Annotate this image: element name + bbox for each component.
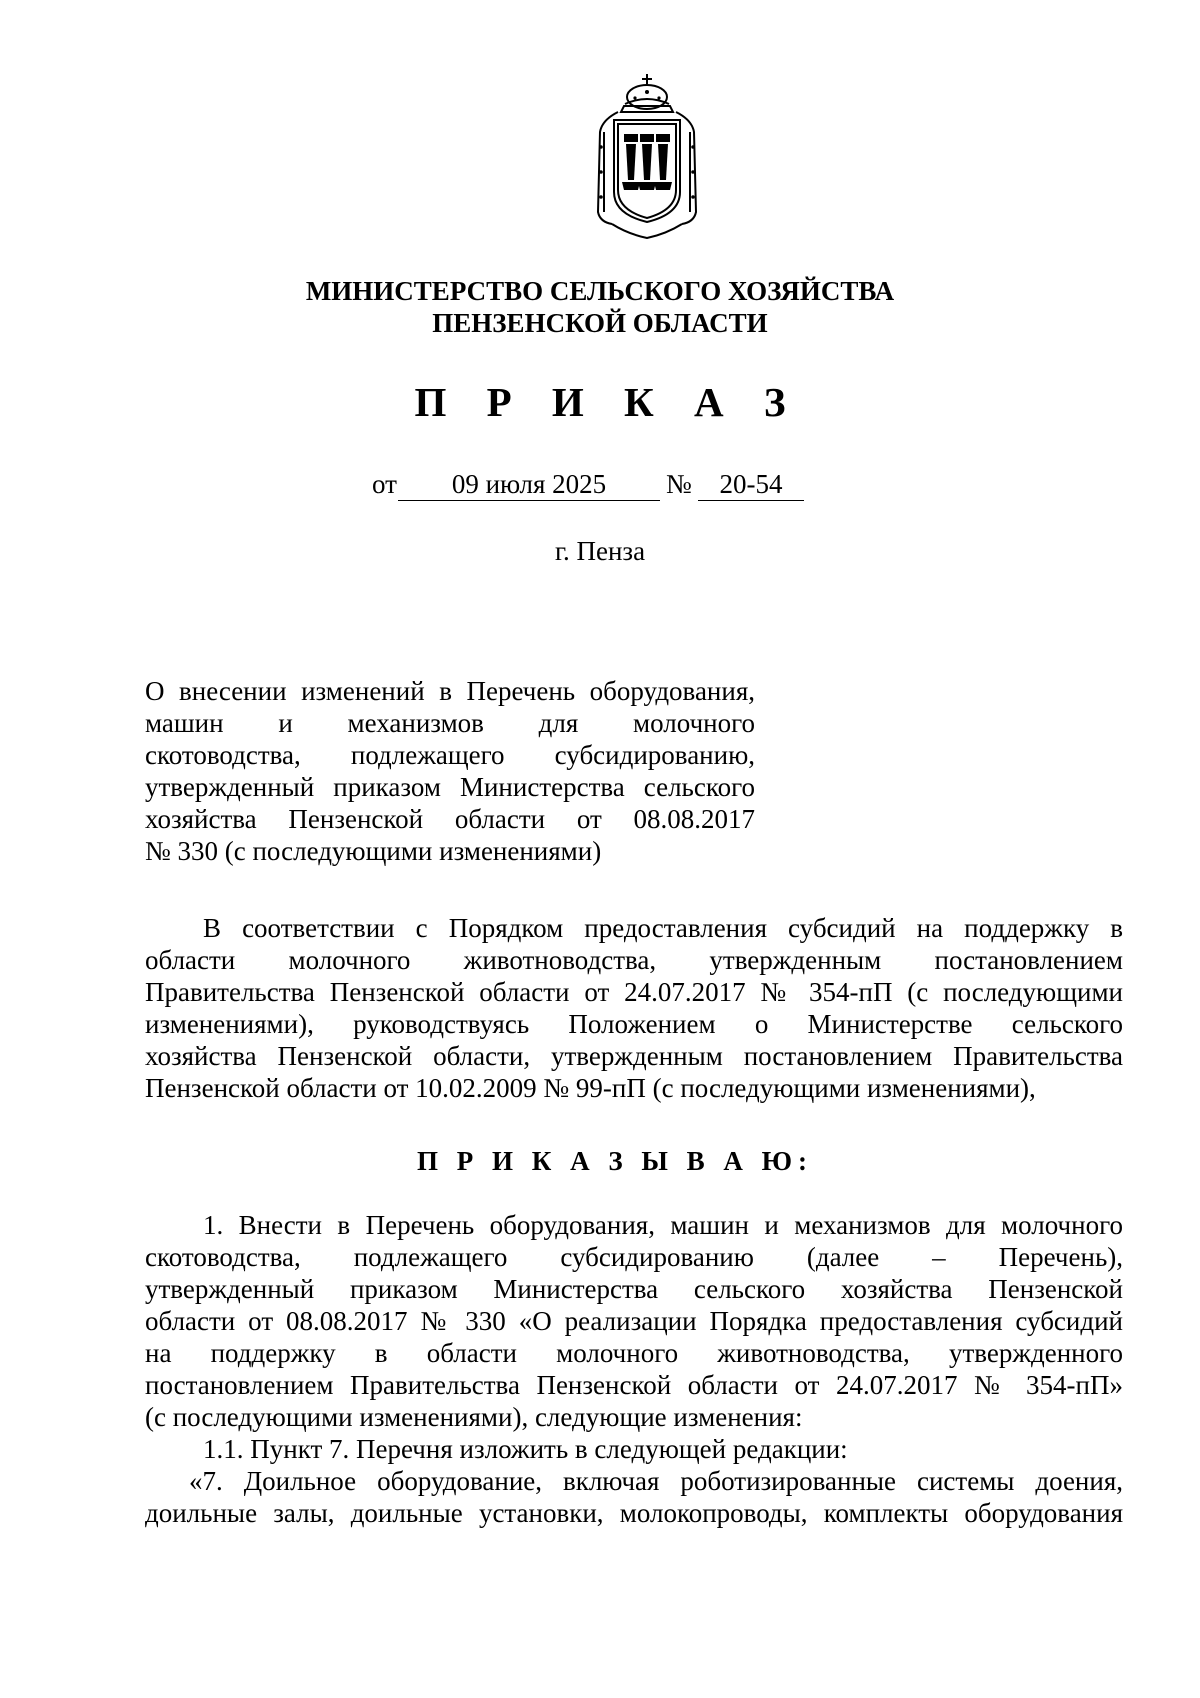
city: г. Пенза [554,536,646,566]
text-line: доильные залы, доильные установки, молокопроводы, комплекты оборудования [145,1498,1123,1528]
text-line: постановлением Правительства Пензенской области от 24.07.2017 № 354-пП» [145,1370,1123,1400]
text-line: области от 08.08.2017 № 330 «О реализации Порядка предоставления субсидий [145,1306,1123,1336]
text-line: В соответствии с Порядком предоставления субсидий на поддержку в [203,913,1123,943]
ministry-name-line2: ПЕНЗЕНСКОЙ ОБЛАСТИ [432,308,768,338]
subject-line: О внесении изменений в Перечень оборудования, [145,676,755,706]
text-line: (с последующими изменениями), следующие изменения: [145,1402,803,1432]
text-line: 1.1. Пункт 7. Перечня изложить в следующей редакции: [203,1434,848,1464]
text-line: изменениями), руководствуясь Положением о Министерстве сельского [145,1009,1123,1039]
text-line: области молочного животноводства, утвержденным постановлением [145,945,1123,975]
text-line: Правительства Пензенской области от 24.07.2017 № 354-пП (с последующими [145,977,1123,1007]
date-prefix: от [372,469,397,499]
text-line: «7. Доильное оборудование, включая роботизированные системы доения, [189,1466,1123,1496]
text-line: скотоводства, подлежащего субсидированию (далее – Перечень), [145,1242,1123,1272]
coat-of-arms-icon [588,72,706,242]
clauses-section [145,1209,1123,1529]
ministry-name-line1: МИНИСТЕРСТВО СЕЛЬСКОГО ХОЗЯЙСТВА [305,276,895,306]
subject-line: скотоводства, подлежащего субсидированию, [145,740,755,770]
document-type-title: П Р И К А З [414,379,801,425]
order-heading: П Р И К А З Ы В А Ю: [417,1146,813,1176]
text-line: хозяйства Пензенской области, утвержденным постановлением Правительства [145,1041,1123,1071]
number-prefix: № [666,469,692,499]
document-date: 09 июля 2025 [398,468,660,501]
subject-line: хозяйства Пензенской области от 08.08.2017 [145,804,755,834]
text-line: утвержденный приказом Министерства сельского хозяйства Пензенской [145,1274,1123,1304]
text-line: Пензенской области от 10.02.2009 № 99-пП (с последующими изменениями), [145,1073,1036,1103]
text-line: 1. Внести в Перечень оборудования, машин и механизмов для молочного [203,1210,1123,1240]
subject-line: машин и механизмов для молочного [145,708,755,738]
preamble-paragraph [145,912,1123,1104]
subject-line: № 330 (с последующими изменениями) [145,836,602,866]
document-number: 20-54 [698,468,804,501]
text-line: на поддержку в области молочного животноводства, утвержденного [145,1338,1123,1368]
subject-line: утвержденный приказом Министерства сельского [145,772,755,802]
document-subject [145,675,755,867]
